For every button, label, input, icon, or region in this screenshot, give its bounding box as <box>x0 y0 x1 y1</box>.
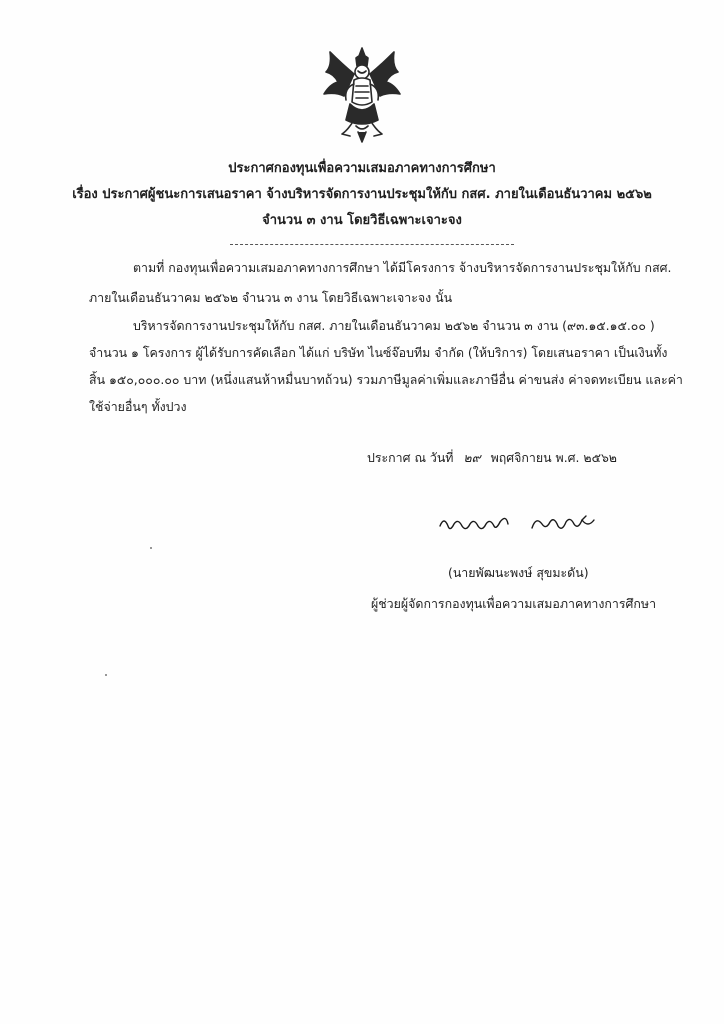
body-paragraph-1-line-1: ตามที่ กองทุนเพื่อความเสมอภาคทางการศึกษา ได้มีโครงการ จ้างบริหารจัดการงานประชุมให้กับ กสศ. <box>133 260 672 275</box>
signatory-position: ผู้ช่วยผู้จัดการกองทุนเพื่อความเสมอภาคทางการศึกษา <box>371 596 657 611</box>
scan-speck <box>150 547 152 549</box>
announcement-date-prefix: ประกาศ ณ วันที่ <box>367 450 454 465</box>
body-paragraph-1-line-2: ภายในเดือนธันวาคม ๒๕๖๒ จำนวน ๓ งาน โดยวิธีเฉพาะเจาะจง นั้น <box>89 290 453 305</box>
scan-speck <box>105 674 107 676</box>
announcement-subject-line2: จำนวน ๓ งาน โดยวิธีเฉพาะเจาะจง <box>262 213 462 228</box>
body-paragraph-2-line-4: ใช้จ่ายอื่นๆ ทั้งปวง <box>89 399 187 414</box>
announcement-title: ประกาศกองทุนเพื่อความเสมอภาคทางการศึกษา <box>228 161 496 176</box>
title-divider <box>230 244 514 245</box>
body-paragraph-2-line-1: บริหารจัดการงานประชุมให้กับ กสศ. ภายในเดือนธันวาคม ๒๕๖๒ จำนวน ๓ งาน (๙๓.๑๕.๑๕.๐๐ ) <box>133 318 655 333</box>
signatory-name: (นายพัฒนะพงษ์ สุขมะดัน) <box>448 565 589 580</box>
body-paragraph-2-line-3: สิ้น ๑๕๐,๐๐๐.๐๐ บาท (หนึ่งแสนห้าหมื่นบาทถ้วน) รวมภาษีมูลค่าเพิ่มและภาษีอื่น ค่าขนส่ง ค่าจดทะเบียน และค่า <box>89 372 683 387</box>
handwritten-signature <box>436 510 606 536</box>
garuda-emblem <box>320 44 404 144</box>
body-paragraph-2-line-2: จำนวน ๑ โครงการ ผู้ได้รับการคัดเลือก ได้แก่ บริษัท ไนซ์จ๊อบทีม จำกัด (ให้บริการ) โดยเสนอราคา เป็นเงินทั้ง <box>89 345 668 360</box>
announcement-day: ๒๙ <box>463 450 481 465</box>
announcement-month-year: พฤศจิกายน พ.ศ. ๒๕๖๒ <box>490 450 617 465</box>
announcement-date <box>367 450 617 466</box>
announcement-subject: เรื่อง ประกาศผู้ชนะการเสนอราคา จ้างบริหารจัดการงานประชุมให้กับ กสศ. ภายในเดือนธันวาคม ๒๕๖๒ <box>72 187 652 202</box>
